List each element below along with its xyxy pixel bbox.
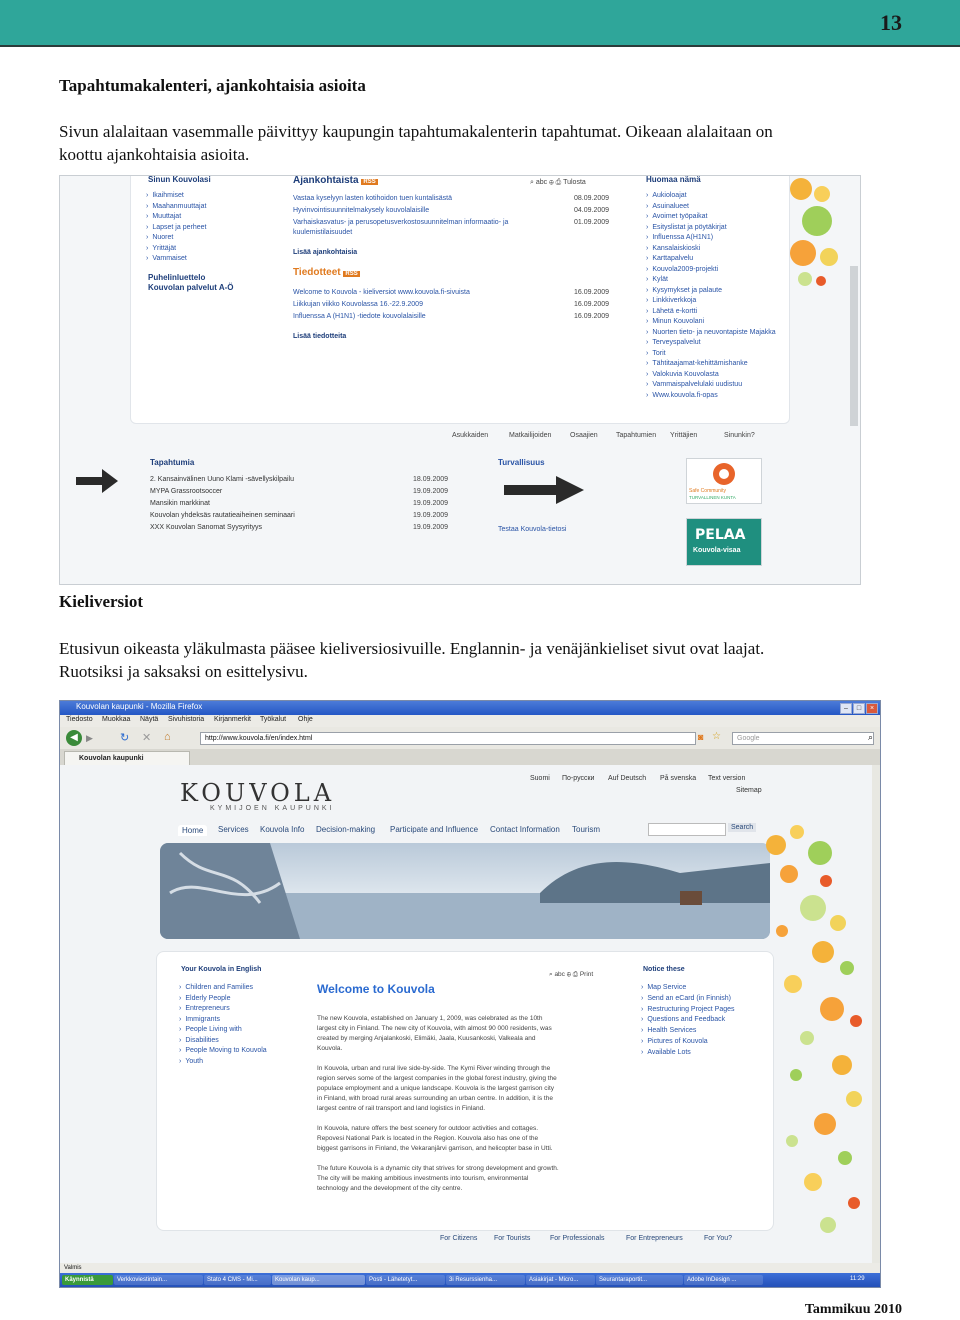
event-date: 19.09.2009 xyxy=(413,512,449,519)
scrollbar[interactable] xyxy=(872,765,880,1263)
bullet-icon: › xyxy=(646,223,649,231)
left-link[interactable]: › People Living with xyxy=(179,1026,242,1033)
bullet-icon: › xyxy=(646,349,649,357)
events-title: Tapahtumia xyxy=(150,458,195,467)
window-title: Kouvolan kaupunki - Mozilla Firefox xyxy=(76,702,203,711)
decor-dot xyxy=(790,178,812,200)
menu-item[interactable]: Tiedosto xyxy=(66,716,93,723)
bullet-icon: › xyxy=(646,381,649,388)
footer-link[interactable]: Tapahtumien xyxy=(616,432,657,439)
site-search-button[interactable]: Search xyxy=(728,823,756,832)
right-link[interactable]: › Linkkiverkkoja xyxy=(646,297,697,304)
decor-dot xyxy=(838,1151,852,1165)
decor-dot xyxy=(800,895,826,921)
body-line: The future Kouvola is a dynamic city that strives for strong development and growth. xyxy=(317,1165,559,1172)
add-bulletins-link[interactable]: Lisää tiedotteita xyxy=(293,333,347,340)
decor-dot xyxy=(790,825,804,839)
section-text-line: Ruotsiksi ja saksaksi on esittelysivu. xyxy=(59,662,308,681)
left-link[interactable]: › Nuoret xyxy=(146,234,174,241)
bullet-icon: › xyxy=(646,244,649,252)
screenshot-english-page xyxy=(59,700,881,1288)
left-link[interactable]: › Muuttajat xyxy=(146,213,182,220)
menu-item[interactable]: Ohje xyxy=(298,716,313,723)
event-item[interactable]: XXX Kouvolan Sanomat Syysyrityys xyxy=(150,524,263,531)
bullet-icon: › xyxy=(646,192,649,199)
bullet-icon: › xyxy=(646,276,649,283)
news-date: 08.09.2009 xyxy=(574,195,610,202)
decor-dot xyxy=(802,206,832,236)
safety-title[interactable]: Turvallisuus xyxy=(498,458,545,467)
right-link[interactable]: › Kansalaiskioski xyxy=(646,244,701,252)
taskbar-item[interactable]: Seurantaraportit... xyxy=(596,1275,683,1285)
window-titlebar xyxy=(60,701,880,715)
decor-dot xyxy=(848,1197,860,1209)
nav-toolbar xyxy=(60,727,880,750)
bullet-icon: › xyxy=(646,286,649,294)
news-item[interactable]: kuulemistilaisuudet xyxy=(293,229,353,236)
nav-tab-decision[interactable]: Decision-making xyxy=(316,825,376,834)
test-link[interactable]: Testaa Kouvola-tietosi xyxy=(498,526,567,533)
footer-link[interactable]: For Citizens xyxy=(440,1235,478,1242)
page-heading: Welcome to Kouvola xyxy=(317,982,435,996)
zoom-icon[interactable]: ⊕ xyxy=(549,179,554,186)
menu-bar xyxy=(60,715,880,727)
bullet-icon: › xyxy=(641,1016,644,1024)
news-date: 01.09.2009 xyxy=(574,219,610,226)
bullet-icon: › xyxy=(646,318,649,325)
bulletin-item[interactable]: Influenssa A (H1N1) -tiedote kouvolalaisille xyxy=(293,313,426,320)
section-text-line: Etusivun oikeasta yläkulmasta pääsee kieliversiosivuille. Englannin- ja venäjänkieliset sivut ovat laajat. xyxy=(59,639,765,658)
bullet-icon: › xyxy=(641,1038,644,1045)
body-line: Repovesi National Park is located in the Region. Kouvola also has one of the xyxy=(317,1135,539,1142)
decor-dot xyxy=(776,925,788,937)
section-text-line: Sivun alalaitaan vasemmalle päivittyy kaupungin tapahtumakalenterin tapahtumat. Oikeaan alalaitaan on xyxy=(59,122,773,141)
print-icon[interactable]: ⎙ xyxy=(555,179,562,186)
bullet-icon: › xyxy=(646,202,649,210)
footer-link[interactable]: For Entrepreneurs xyxy=(626,1235,683,1242)
taskbar-item[interactable]: Asiakirjat - Micro... xyxy=(526,1275,595,1285)
news-item[interactable]: Varhaiskasvatus- ja perusopetusverkostosuunnitelman informaatio- ja xyxy=(293,219,509,226)
event-date: 19.09.2009 xyxy=(413,488,449,495)
print-icon[interactable]: ⎙ xyxy=(572,971,578,978)
decor-dot xyxy=(790,1069,802,1081)
bulletin-item[interactable]: Liikkujan viikko Kouvolassa 16.-22.9.2009 xyxy=(293,301,423,308)
left-link[interactable]: › Lapset ja perheet xyxy=(146,224,207,231)
body-line: Kouvola. xyxy=(317,1045,343,1052)
body-line: biggest garrisons in Finland, the Vekaranjärvi garrison, and helicopter base in Utti. xyxy=(317,1145,553,1152)
taskbar-item[interactable]: Adobe InDesign ... xyxy=(684,1275,763,1285)
menu-item[interactable]: Näytä xyxy=(140,716,159,723)
decor-dot xyxy=(784,975,802,993)
bulletin-date: 16.09.2009 xyxy=(574,289,610,296)
section-title-events: Tapahtumakalenteri, ajankohtaisia asioita xyxy=(59,76,366,95)
event-date: 18.09.2009 xyxy=(413,476,449,483)
nav-tab-services[interactable]: Services xyxy=(218,825,249,834)
left-link[interactable]: › Disabilities xyxy=(179,1036,219,1044)
bullet-icon: › xyxy=(179,1057,182,1065)
left-title: Your Kouvola in English xyxy=(181,966,262,973)
body-line: region serves some of the largest companies in the global forest industry, giving the xyxy=(317,1075,557,1082)
taskbar-item[interactable]: Verkkoviestintain... xyxy=(114,1275,203,1285)
right-link[interactable]: › Asuinalueet xyxy=(646,202,689,210)
back-icon[interactable]: ◀ xyxy=(66,730,82,746)
rss-icon[interactable]: ◙ xyxy=(698,732,704,742)
sitemap-link[interactable]: Sitemap xyxy=(736,787,762,794)
decor-dot xyxy=(812,941,834,963)
bullet-icon: › xyxy=(179,1026,182,1033)
right-link[interactable]: › Available Lots xyxy=(641,1048,691,1056)
bullet-icon: › xyxy=(646,328,649,336)
nav-tab-home[interactable]: Home xyxy=(178,825,207,836)
left-link[interactable]: › Entrepreneurs xyxy=(179,1005,230,1012)
lang-link[interactable]: По-русски xyxy=(562,775,595,782)
decor-dot xyxy=(780,865,798,883)
clock: 11:29 xyxy=(850,1276,865,1282)
event-item[interactable]: Kouvolan yhdeksäs rautatieaiheinen seminaari xyxy=(150,512,295,519)
footer-date: Tammikuu 2010 xyxy=(804,1302,902,1317)
left-link[interactable]: › Yrittäjät xyxy=(146,245,177,252)
right-link[interactable]: › Restructuring Project Pages xyxy=(641,1005,735,1013)
footer-link[interactable]: Sinunkin? xyxy=(724,432,755,439)
right-link[interactable]: › Esityslistat ja pöytäkirjat xyxy=(646,223,727,231)
decor-dot xyxy=(766,835,786,855)
decor-dot xyxy=(814,1113,836,1135)
right-link[interactable]: › Aukioloajat xyxy=(646,192,687,199)
news-item[interactable]: Vastaa kyselyyn lasten kotihoidon tuen kuntalisästä xyxy=(293,195,453,202)
arrow-right-icon xyxy=(504,476,584,504)
left-link[interactable]: › Immigrants xyxy=(179,1015,220,1023)
bulletin-date: 16.09.2009 xyxy=(574,313,610,320)
right-link[interactable]: › Valokuvia Kouvolasta xyxy=(646,370,719,378)
zoom-icon[interactable]: ⊕ xyxy=(566,971,571,978)
bullet-icon: › xyxy=(646,307,649,315)
kouvola-logo-sub: KYMIJOEN KAUPUNKI xyxy=(210,805,335,812)
right-link[interactable]: › Www.kouvola.fi-opas xyxy=(646,391,718,399)
badge-label: Safe Community xyxy=(689,488,726,494)
decor-dot xyxy=(820,997,844,1021)
start-button[interactable]: Käynnistä xyxy=(62,1275,113,1285)
reload-icon[interactable]: ↻ xyxy=(120,732,130,744)
body-line: largest city in Finland. The new city of Kouvola, with almost 90 000 residents, was xyxy=(317,1025,552,1032)
menu-item[interactable]: Sivuhistoria xyxy=(168,716,205,723)
right-link[interactable]: › Map Service xyxy=(641,984,687,991)
right-link[interactable]: › Influenssa A(H1N1) xyxy=(646,234,714,241)
footer-link[interactable]: Matkailijoiden xyxy=(509,432,552,439)
event-item[interactable]: Mansikin markkinat xyxy=(150,500,210,507)
nav-tab-contact[interactable]: Contact Information xyxy=(490,825,560,834)
decor-dot xyxy=(820,248,838,266)
bullet-icon: › xyxy=(646,265,649,273)
body-line: In Kouvola, urban and rural live side-by-side. The Kymi River winding through the xyxy=(317,1065,551,1072)
bullet-icon: › xyxy=(641,1027,644,1035)
taskbar-item[interactable]: Kouvolan kaup... xyxy=(272,1275,365,1285)
search-icon[interactable]: ⌕ xyxy=(868,732,874,742)
services-link[interactable]: Kouvolan palvelut A-Ö xyxy=(148,283,234,292)
page-number: 13 xyxy=(880,10,902,35)
right-link[interactable]: › Send an eCard (in Finnish) xyxy=(641,994,731,1002)
footer-link[interactable]: For Professionals xyxy=(550,1235,605,1242)
taskbar xyxy=(60,1273,880,1287)
left-link[interactable]: › Maahanmuuttajat xyxy=(146,203,207,210)
menu-item[interactable]: Muokkaa xyxy=(102,716,131,723)
taskbar-item[interactable]: 3i Resurssienha... xyxy=(446,1275,525,1285)
tab-bar xyxy=(60,749,880,765)
forward-icon[interactable]: ▶ xyxy=(86,733,93,743)
right-title: Huomaa nämä xyxy=(646,175,701,184)
right-link[interactable]: › Kylät xyxy=(646,276,668,283)
decor-dot xyxy=(832,1055,852,1075)
right-link[interactable]: › Terveyspalvelut xyxy=(646,339,701,346)
scrollbar[interactable] xyxy=(850,266,858,426)
decor-dot xyxy=(840,961,854,975)
decor-dot xyxy=(820,875,832,887)
left-title: Sinun Kouvolasi xyxy=(148,175,211,184)
decor-dot xyxy=(820,1217,836,1233)
bullet-icon: › xyxy=(179,1036,182,1044)
maximize-icon[interactable]: □ xyxy=(853,703,865,714)
search-icon[interactable]: ⌕ xyxy=(549,971,553,978)
decor-dot xyxy=(808,841,832,865)
bullet-icon: › xyxy=(179,984,182,991)
url-input[interactable]: http://www.kouvola.fi/en/index.html xyxy=(200,732,696,745)
pelaa-badge[interactable] xyxy=(686,518,762,566)
menu-item[interactable]: Työkalut xyxy=(260,716,287,723)
right-link[interactable]: › Torit xyxy=(646,349,666,357)
bullet-icon: › xyxy=(179,1015,182,1023)
body-line: populace employment and a unique landscape. Kouvola is the largest garrison city xyxy=(317,1085,555,1092)
bullet-icon: › xyxy=(646,360,649,367)
flower-icon xyxy=(704,460,744,488)
badge-sub: TURVALLINEN KUNTA xyxy=(689,495,736,500)
bullet-icon: › xyxy=(179,994,182,1002)
left-link[interactable]: › Elderly People xyxy=(179,994,231,1002)
left-link[interactable]: › Vammaiset xyxy=(146,255,187,262)
footer-link[interactable]: Asukkaiden xyxy=(452,432,489,439)
right-link[interactable]: › Questions and Feedback xyxy=(641,1016,726,1024)
bullet-icon: › xyxy=(641,1048,644,1056)
bullet-icon: › xyxy=(646,391,649,399)
star-icon[interactable]: ☆ xyxy=(712,731,721,742)
bullet-icon: › xyxy=(646,297,649,304)
home-icon[interactable]: ⌂ xyxy=(164,731,171,743)
bullet-icon: › xyxy=(641,1005,644,1013)
site-search-input[interactable] xyxy=(648,823,726,836)
event-item[interactable]: MYPA Grassrootsoccer xyxy=(150,488,223,495)
bullet-icon: › xyxy=(646,213,649,220)
left-link[interactable]: › Children and Families xyxy=(179,984,254,991)
tools-row[interactable]: ⌕ abc ⊕ ⎙ Print xyxy=(549,971,594,978)
taskbar-item[interactable]: Posti - Lähetetyt... xyxy=(366,1275,445,1285)
footer-link[interactable]: For You? xyxy=(704,1235,733,1242)
bulletin-title: Tiedotteet RSS xyxy=(293,267,358,278)
news-item[interactable]: Hyvinvointisuunnitelmakysely kouvolalaisille xyxy=(293,207,430,214)
news-title: Ajankohtaista RSS xyxy=(293,175,376,186)
minimize-icon[interactable]: – xyxy=(840,703,852,714)
section-text-line: koottu ajankohtaisia asioita. xyxy=(59,145,250,164)
section-title-languages: Kieliversiot xyxy=(59,592,144,611)
kouvola-logo[interactable]: KOUVOLA xyxy=(180,779,336,807)
menu-item[interactable]: Kirjanmerkit xyxy=(214,716,251,723)
right-title: Notice these xyxy=(643,966,685,973)
phone-link[interactable]: Puhelinluettelo xyxy=(148,273,206,282)
event-item[interactable]: 2. Kansainvälinen Uuno Klami -sävellyskilpailu xyxy=(150,476,294,483)
close-icon[interactable]: × xyxy=(866,703,878,714)
decor-dot xyxy=(814,186,830,202)
body-line: In Kouvola, nature offers the best scenery for outdoor activities and cottages. xyxy=(317,1125,539,1132)
right-link[interactable]: › Kouvola2009-projekti xyxy=(646,265,719,273)
decor-dot xyxy=(850,1015,862,1027)
browser-tab[interactable]: Kouvolan kaupunki xyxy=(64,751,190,766)
bullet-icon: › xyxy=(179,1005,182,1012)
decor-dot xyxy=(846,1091,862,1107)
body-line: The city will be making ambitious investments into tourism, environmental xyxy=(317,1175,529,1182)
body-line: created by merging Anjalankoski, Elimäki, Jaala, Kuusankoski, Valkeala and xyxy=(317,1035,536,1042)
bulletin-date: 16.09.2009 xyxy=(574,301,610,308)
right-link[interactable]: › Pictures of Kouvola xyxy=(641,1038,708,1045)
badge-sub: Kouvola-visaa xyxy=(693,547,741,554)
bullet-icon: › xyxy=(179,1047,182,1054)
nav-tab-participate[interactable]: Participate and Influence xyxy=(390,825,479,834)
status-bar: Valmis xyxy=(60,1263,881,1273)
stop-icon[interactable]: ✕ xyxy=(142,732,152,744)
right-link[interactable]: › Health Services xyxy=(641,1027,697,1035)
right-link[interactable]: › Nuorten tieto- ja neuvontapiste Majakka xyxy=(646,328,776,336)
nav-tab-tourism[interactable]: Tourism xyxy=(572,825,601,834)
bullet-icon: › xyxy=(641,984,644,991)
body-line: largest centre of rail transport and land logistics in Finland. xyxy=(317,1105,486,1112)
taskbar-item[interactable]: Stato 4 CMS - Mi... xyxy=(204,1275,271,1285)
body-line: The new Kouvola, established on January 1, 2009, was celebrated as the 10th xyxy=(317,1015,543,1022)
lang-link[interactable]: På svenska xyxy=(660,775,697,782)
arrow-right-icon xyxy=(76,469,118,493)
decor-dot xyxy=(798,272,812,286)
event-date: 19.09.2009 xyxy=(413,524,449,531)
lang-link[interactable]: Auf Deutsch xyxy=(608,775,647,782)
screenshot-events-page xyxy=(59,175,861,585)
right-link[interactable]: › Vammaispalvelulaki uudistuu xyxy=(646,381,743,388)
page-header-bar xyxy=(0,0,960,47)
decor-dot xyxy=(830,915,846,931)
left-link[interactable]: › Ikaihmiset xyxy=(146,192,184,199)
body-line: in Finland, with broad rural areas surrounding an urban centre. In addition, it is the xyxy=(317,1095,553,1102)
right-link[interactable]: › Tähtitaajamat-kehittämishanke xyxy=(646,360,748,367)
right-link[interactable]: › Avoimet työpaikat xyxy=(646,213,708,220)
footer-link[interactable]: For Tourists xyxy=(494,1235,531,1242)
bullet-icon: › xyxy=(646,234,649,241)
search-input[interactable]: Google xyxy=(732,732,874,745)
page-content xyxy=(60,765,872,1263)
lang-link[interactable]: Text version xyxy=(708,775,746,782)
footer-link[interactable]: Osaajien xyxy=(570,432,598,439)
bullet-icon: › xyxy=(641,994,644,1002)
bulletin-item[interactable]: Welcome to Kouvola - kieliversiot www.kouvola.fi-sivuista xyxy=(293,289,470,296)
news-date: 04.09.2009 xyxy=(574,207,610,214)
badge-label: PELAA xyxy=(695,527,746,543)
footer-link[interactable]: Yrittäjien xyxy=(670,432,698,439)
decor-dot xyxy=(804,1173,822,1191)
decor-dot xyxy=(786,1135,798,1147)
bullet-icon: › xyxy=(646,339,649,346)
lang-link[interactable]: Suomi xyxy=(530,775,550,782)
bullet-icon: › xyxy=(646,255,649,262)
decor-dot xyxy=(790,240,816,266)
right-link[interactable]: › Karttapalvelu xyxy=(646,255,694,262)
main-panel xyxy=(156,951,774,1231)
left-link[interactable]: › People Moving to Kouvola xyxy=(179,1047,267,1054)
bullet-icon: › xyxy=(646,370,649,378)
tools-row[interactable]: ⌕ abc ⊕ ⎙ Tulosta xyxy=(530,179,586,186)
add-news-link[interactable]: Lisää ajankohtaisia xyxy=(293,249,358,256)
event-date: 19.09.2009 xyxy=(413,500,449,507)
safe-community-badge[interactable] xyxy=(686,458,762,504)
landscape-banner-image xyxy=(160,843,770,939)
right-link[interactable]: › Kysymykset ja palaute xyxy=(646,286,722,294)
right-link[interactable]: › Lähetä e-kortti xyxy=(646,307,698,315)
body-line: technology and the development of the city centre. xyxy=(317,1185,463,1192)
nav-tab-info[interactable]: Kouvola Info xyxy=(260,825,305,834)
right-link[interactable]: › Minun Kouvolani xyxy=(646,318,705,325)
search-icon[interactable]: ⌕ xyxy=(530,179,534,186)
decor-dot xyxy=(816,276,826,286)
left-link[interactable]: › Youth xyxy=(179,1057,203,1065)
decor-dot xyxy=(800,1031,814,1045)
